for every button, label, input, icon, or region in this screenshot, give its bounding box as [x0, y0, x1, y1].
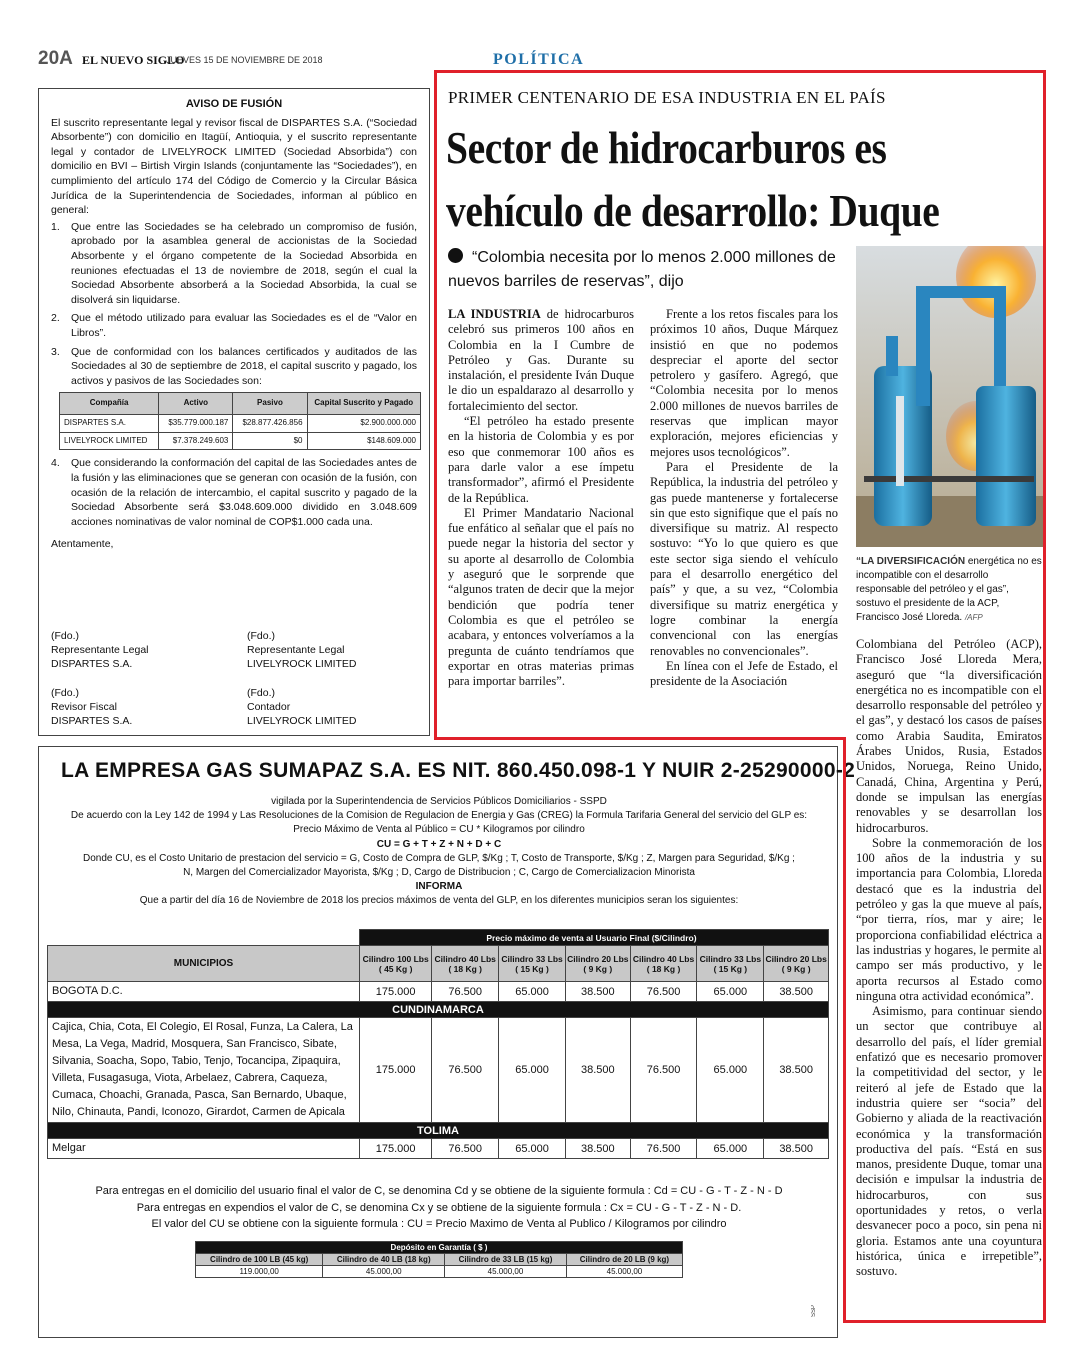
- table-cell: $35.779.000.187: [159, 415, 233, 433]
- table-header: Cilindro 33 Lbs ( 15 Kg ): [697, 946, 764, 982]
- item-number: 2.: [51, 312, 60, 325]
- table-row: [196, 1266, 683, 1278]
- fusion-item: [51, 311, 417, 340]
- fusion-item: [51, 220, 417, 308]
- fusion-intro: El suscrito representante legal y revisor fiscal de DISPARTES S.A. (“Sociedad Absorbente”) con domicilio en Itagüí, Antioquia, y el suscrito representante legal y contador de LIVELYROCK LIMITED (Sociedad Absorbida”) con domicilio en BVI – Birtish Virgin Islands (conjuntamente las “Sociedades”), en cumplimiento del artículo 174 del Código de Comercio y la Circular Básica Jurídica de la Superintendencia de Sociedades, informan al público en general:: [51, 116, 417, 217]
- paragraph: Colombiana del Petróleo (ACP), Francisco José Lloreda Mera, aseguró que “la diversificación energética no es incompatible con el desarrollo responsable del petróleo y el gas”, y destacó los casos de países como Arabia Saudita, Emiratos Árabes Unidos, Rusia, Estados Unidos, Noruega, Reino Unido, Canadá, China, Argentina y Perú, donde se impulsan las energías renovables y se desarrollan los hidrocarburos.: [856, 637, 1042, 835]
- table-row: [48, 1018, 829, 1123]
- signature-fdo: (Fdo.): [247, 630, 276, 642]
- price-cell: 38.500: [764, 1018, 829, 1123]
- photo-credit: /AFP: [964, 613, 983, 622]
- signature-role: Revisor Fiscal: [51, 701, 117, 713]
- table-header: Pasivo: [233, 393, 307, 415]
- signature-block: [247, 686, 427, 728]
- table-cell: DISPARTES S.A.: [60, 415, 159, 433]
- price-cell: 65.000: [499, 982, 566, 1002]
- table-header-row: [48, 946, 829, 982]
- table-cell: $148.609.000: [307, 432, 420, 450]
- municipality-cell: BOGOTA D.C.: [48, 982, 360, 1002]
- headline-line: vehículo de desarrollo: Duque: [446, 185, 940, 236]
- price-cell: 38.500: [565, 1018, 630, 1123]
- table-cell: $2.900.000.000: [307, 415, 420, 433]
- table-header: Capital Suscrito y Pagado: [307, 393, 420, 415]
- price-cell: 76.500: [432, 982, 499, 1002]
- section-name: POLÍTICA: [493, 51, 585, 68]
- caption-lead: “LA DIVERSIFICACIÓN: [856, 556, 966, 567]
- article-headline: [446, 116, 972, 242]
- signature-block: [247, 629, 427, 671]
- table-row: [48, 982, 829, 1002]
- paragraph: “El petróleo ha estado presente en la historia de Colombia y es por eso que conmemorar 100 años es para darle valor a ese ímpetu transformador”, afirmó el Presidente de la República.: [448, 414, 634, 505]
- price-cell: 65.000: [499, 1018, 566, 1123]
- deposit-title: Depósito en Garantía ( $ ): [196, 1242, 683, 1254]
- gas-line: N, Margen del Comercializador Mayorista, $/Kg ; D, Cargo de Distribucion ; C, Cargo de Comercializacion Minorista: [183, 867, 695, 879]
- table-cell: $0: [233, 432, 307, 450]
- gas-foot-line: Para entregas en expendios el valor de C, se denomina Cx y se obtiene de la siguiente formula : Cx = CU - G - T - Z - N - D.: [136, 1201, 742, 1214]
- price-cell: 76.500: [432, 1139, 499, 1159]
- paragraph: Asimismo, para continuar siendo un sector que contribuye al desarrollo del país, el líder gremial enfatizó que es necesario promover la competitividad del sector, y le reiteró al jefe de Estado que la industria quiere ser “socia” del Gobierno y aliada de la reactivación económica y la transformación productiva del país. “Está en sus manos, presidente Duque, tomar una decisión e impulsar la industria de hidrocarburos, con sus oportunidades y retos, o verla desvanecer poco a poco, sin pena ni gloria. Estamos ante una coyuntura histórica, única e irrepetible”, sostuvo.: [856, 1004, 1042, 1279]
- paragraph: Frente a los retos fiscales para los próximos 10 años, Duque Márquez insistió en que no podemos despreciar el aporte del sector petrolero y gasífero. Agregó, que “Colombia necesita por lo menos 2.000 millones de nuevos barriles de reservas que implican mayor exploración, mejores eficiencias y mejores usos tecnológicos”.: [650, 307, 838, 459]
- table-row: [48, 1139, 829, 1159]
- table-row: [60, 432, 421, 450]
- price-cell: 65.000: [499, 1139, 566, 1159]
- table-header-row: [196, 1242, 683, 1254]
- item-number: 1.: [51, 220, 60, 233]
- price-cell: 38.500: [565, 1139, 630, 1159]
- price-cell: 38.500: [565, 982, 630, 1002]
- price-cell: 76.500: [432, 1018, 499, 1123]
- municipality-cell: Cajica, Chia, Cota, El Colegio, El Rosal, Funza, La Calera, La Mesa, La Vega, Madrid, Mosquera, San Francisco, Sibate, Silvania, Soacha, Sopo, Tabio, Tenjo, Tocancipa, Zipaquira, Villeta, Fusagasuga, Viota, Arbelaez, Cabrera, Caqueza, Cumaca, Choachi, Granada, Pasca, San Bernardo, Ubaque, Nilo, Chinauta, Pandi, Iconozo, Girardot, Carmen de Apicala: [48, 1018, 360, 1123]
- price-cell: 175.000: [360, 1139, 432, 1159]
- item-text: Que de conformidad con los balances certificados y auditados de las Sociedades al 30 de septiembre de 2018, el capital suscrito y pagado, los activos y pasivos de las Sociedades son:: [71, 345, 417, 387]
- table-header: Cilindro de 40 LB (18 kg): [323, 1254, 445, 1266]
- fusion-items-2: [51, 456, 417, 529]
- signature-role: Contador: [247, 701, 291, 713]
- gas-line: De acuerdo con la Ley 142 de 1994 y Las Resoluciones de la Comision de Regulacion de Energia y Gas (CREG) la Formula Tarifaria General del servicio del GLP es:: [70, 810, 808, 822]
- gas-formula: CU = G + T + Z + N + D + C: [376, 838, 502, 850]
- balance-table: [59, 392, 421, 450]
- table-header: Cilindro 40 Lbs ( 18 Kg ): [432, 946, 499, 982]
- gas-foot-line: Para entregas en el domicilio del usuario final el valor de C, se denomina Cd y se obtiene de la siguiente formula : Cd = CU - G - T - Z - N - D: [95, 1185, 783, 1197]
- municipality-cell: Melgar: [48, 1139, 360, 1159]
- refinery-illustration: [856, 246, 1043, 547]
- deposit-cell: 119.000,00: [196, 1266, 323, 1278]
- price-cell: 65.000: [697, 1139, 764, 1159]
- table-header: Cilindro de 20 LB (9 kg): [566, 1254, 682, 1266]
- ssp-logo: SSP: [811, 1304, 817, 1317]
- signature-block: [51, 686, 231, 728]
- table-header: MUNICIPIOS: [48, 946, 360, 982]
- signature-role: Representante Legal: [51, 644, 149, 656]
- item-text: Que entre las Sociedades se ha celebrado un compromiso de fusión, aprobado por la asamblea general de accionistas de la Sociedad Absorbente y el órgano competente de la Sociedad Absorbida en reuniones efectuadas el 13 de noviembre de 2018, según el cual la Sociedad Absorbente absorberá a la Sociedad Absorbida, la cual se disolverá sin liquidarse.: [71, 220, 417, 306]
- gas-line: Que a partir del día 16 de Noviembre de 2018 los precios máximos de venta del GLP, en los diferentes municipios seran los siguientes:: [139, 895, 739, 907]
- table-header: Cilindro 40 Lbs ( 18 Kg ): [630, 946, 697, 982]
- bullet-icon: [448, 248, 463, 263]
- item-text: Que considerando la conformación del capital de las Sociedades antes de la fusión y las eliminaciones que se generan con ocasión de la fusión, con ocasión de la relación de intercambio, el capital suscrito y pagado de la Sociedad Absorbente será $3.048.609.000 dividido en 3.048.609 acciones nominativas de valor nominal de COP$1.000 cada una.: [71, 457, 417, 528]
- signature-company: LIVELYROCK LIMITED: [247, 658, 357, 670]
- table-header-row: [196, 1254, 683, 1266]
- table-header: Cilindro 100 Lbs ( 45 Kg ): [360, 946, 432, 982]
- paragraph: En línea con el Jefe de Estado, el presidente de la Asociación: [650, 658, 838, 689]
- price-cell: 65.000: [697, 982, 764, 1002]
- deposit-cell: 45.000,00: [566, 1266, 682, 1278]
- table-header: Cilindro de 33 LB (15 kg): [445, 1254, 567, 1266]
- gas-informa: INFORMA: [415, 881, 463, 893]
- article-column-2: [650, 307, 838, 689]
- fusion-item: [51, 345, 417, 389]
- deposit-table: [195, 1241, 683, 1278]
- photo-caption: [856, 555, 1042, 625]
- signature-role: Representante Legal: [247, 644, 345, 656]
- caption-text: energética no es incompatible con el desarrollo responsable del petróleo y el gas”, sostuvo el presidente de la ACP, Francisco José Lloreda.: [856, 556, 1042, 623]
- subhead-text: “Colombia necesita por lo menos 2.000 millones de nuevos barriles de reservas”, dijo: [448, 249, 836, 290]
- paper-name: EL NUEVO SIGLO: [82, 53, 185, 67]
- gas-title: LA EMPRESA GAS SUMAPAZ S.A. ES NIT. 860.450.098-1 Y NUIR 2-25290000-2: [61, 759, 856, 782]
- price-cell: 175.000: [360, 1018, 432, 1123]
- gas-intro: [47, 795, 831, 909]
- article-column-3: [856, 637, 1042, 1279]
- table-header: Activo: [159, 393, 233, 415]
- table-header: Cilindro 20 Lbs ( 9 Kg ): [565, 946, 630, 982]
- table-section-row: [48, 1002, 829, 1018]
- table-cell: $7.378.249.603: [159, 432, 233, 450]
- price-cell: 65.000: [697, 1018, 764, 1123]
- table-header-row: [48, 930, 829, 946]
- gas-line: Donde CU, es el Costo Unitario de prestacion del servicio = G, Costo de Compra de GLP, $/Kg ; T, Costo de Transporte, $/Kg ; Z, Margen para Seguridad, $/Kg ;: [83, 852, 795, 864]
- price-cell: 38.500: [764, 982, 829, 1002]
- table-header: Cilindro de 100 LB (45 kg): [196, 1254, 323, 1266]
- table-super-header: Precio máximo de venta al Usuario Final ($/Cilindro): [360, 930, 829, 946]
- page-header: [38, 48, 1048, 72]
- table-cell: $28.877.426.856: [233, 415, 307, 433]
- deposit-cell: 45.000,00: [323, 1266, 445, 1278]
- paragraph: [448, 307, 634, 414]
- gas-foot-line: El valor del CU se obtiene con la siguiente formula : CU = Precio Maximo de Venta al Publico / Kilogramos por cilindro: [151, 1218, 727, 1230]
- table-spacer: [48, 930, 360, 946]
- table-header: Cilindro 33 Lbs ( 15 Kg ): [499, 946, 566, 982]
- paragraph: Sobre la conmemoración de los 100 años de la industria y su importancia para Colombia, Lloreda destacó que es la industria del petróleo y gas la que mueve al país, “por tierra, ríos, mar y aire; le proporciona confiabilidad eléctrica a las industrias y hogares, le permite al campo ser más productivo, y le aporta recursos al Estado como ninguna otra actividad económica”.: [856, 835, 1042, 1003]
- refinery-photo: [856, 246, 1043, 547]
- table-cell: LIVELYROCK LIMITED: [60, 432, 159, 450]
- signature-fdo: (Fdo.): [51, 687, 80, 699]
- signature-fdo: (Fdo.): [51, 630, 80, 642]
- fusion-items: [51, 220, 417, 389]
- issue-date: JUEVES 15 DE NOVIEMBRE DE 2018: [166, 55, 323, 65]
- table-section-row: [48, 1123, 829, 1139]
- signature-company: LIVELYROCK LIMITED: [247, 715, 357, 727]
- page-number: 20A: [38, 48, 73, 69]
- price-cell: 76.500: [630, 982, 697, 1002]
- section-label: TOLIMA: [48, 1123, 829, 1139]
- fusion-title: AVISO DE FUSIÓN: [185, 98, 283, 110]
- deposit-cell: 45.000,00: [445, 1266, 567, 1278]
- price-table: [47, 929, 829, 1159]
- price-cell: 76.500: [630, 1018, 697, 1123]
- gas-footnotes: [47, 1183, 831, 1233]
- table-header: Compañía: [60, 393, 159, 415]
- signature-fdo: (Fdo.): [247, 687, 276, 699]
- item-number: 3.: [51, 345, 60, 358]
- lead-in: LA INDUSTRIA: [448, 307, 541, 321]
- gas-line: Precio Máximo de Venta al Público = CU * Kilogramos por cilindro: [293, 824, 585, 836]
- price-cell: 76.500: [630, 1139, 697, 1159]
- item-number: 4.: [51, 457, 60, 470]
- signature-block: [51, 629, 231, 671]
- closing: Atentamente,: [51, 538, 114, 551]
- item-text: Que el método utilizado para evaluar las Sociedades es el de “Valor en Libros”.: [71, 312, 417, 339]
- section-label: CUNDINAMARCA: [48, 1002, 829, 1018]
- price-cell: 175.000: [360, 982, 432, 1002]
- gas-price-notice: [38, 746, 856, 1338]
- table-header: Cilindro 20 Lbs ( 9 Kg ): [764, 946, 829, 982]
- signature-company: DISPARTES S.A.: [51, 658, 133, 670]
- price-cell: 38.500: [764, 1139, 829, 1159]
- fusion-item: [51, 456, 417, 529]
- paragraph-text: de hidrocarburos celebró sus primeros 100 años en Colombia en la I Cumbre de Petróleo y Gas. Durante su instalación, el presidente Iván Duque le dio un espaldarazo al desarrollo y fortalecimiento del sector.: [448, 307, 634, 413]
- fusion-notice: [38, 88, 430, 736]
- article-column-1: [448, 307, 634, 689]
- highlight-frame-step: [434, 737, 846, 740]
- paragraph: Para el Presidente de la República, la industria del petróleo y gas puede mantenerse y fortalecerse sin que esto signifique que el país no diversifique su matriz. Al respecto sostuvo: “Yo lo que quiero es que este sector siga siendo el vehículo para el desarrollo energético del país” y que, a su vez, “Colombia diversifique su matriz energética y logre combinar la energía convencional con las energías renovables no convencionales”.: [650, 459, 838, 658]
- signature-company: DISPARTES S.A.: [51, 715, 133, 727]
- article-kicker: PRIMER CENTENARIO DE ESA INDUSTRIA EN EL PAÍS: [448, 88, 886, 107]
- table-header-row: [60, 393, 421, 415]
- article-subhead: [448, 246, 848, 294]
- headline-line: Sector de hidrocarburos es: [446, 122, 887, 173]
- table-row: [60, 415, 421, 433]
- paragraph: El Primer Mandatario Nacional fue enfático al señalar que el país no puede negar la historia del sector y su aporte al desarrollo de Colombia y aseguró que le sorprende que “algunos traten de decir que la mejor bendición que podría tener Colombia es que el petróleo se acabara, y entonces volveríamos a la pregunta de cuánto tendríamos que exportar en otras materias primas para importar barriles”.: [448, 505, 634, 689]
- gas-line: vigilada por la Superintendencia de Servicios Públicos Domiciliarios - SSPD: [271, 796, 607, 807]
